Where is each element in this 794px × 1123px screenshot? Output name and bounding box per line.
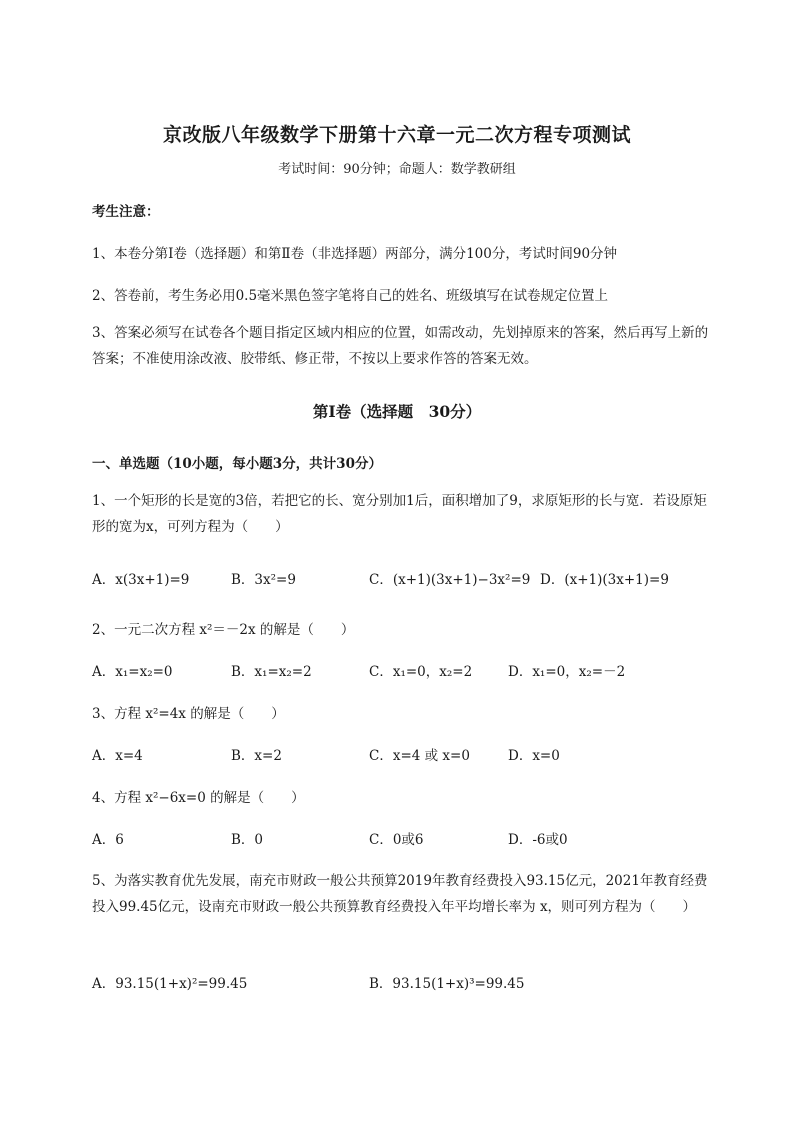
notice-item: 1、本卷分第I卷（选择题）和第Ⅱ卷（非选择题）两部分，满分100分，考试时间90分钟 <box>92 246 618 262</box>
question-1-option-d: D．(x+1)(3x+1)=9 <box>540 572 669 588</box>
notice-item: 2、答卷前，考生务必用0.5毫米黑色签字笔将自己的姓名、班级填写在试卷规定位置上 <box>92 288 609 304</box>
section-title: 第I卷（选择题 30分） <box>312 402 482 421</box>
question-1-option-b: B．3x²=9 <box>231 572 296 588</box>
question-4-option-c: C．0或6 <box>369 832 424 848</box>
question-2-stem: 2、一元二次方程 x²＝－2x 的解是（ ） <box>92 622 355 638</box>
question-5-option-b: B．93.15(1+x)³=99.45 <box>369 976 525 992</box>
question-4-option-b: B．0 <box>231 832 264 848</box>
question-2-option-a: A．x₁=x₂=0 <box>92 664 173 680</box>
question-3-option-b: B．x=2 <box>231 748 282 764</box>
question-5-option-a: A．93.15(1+x)²=99.45 <box>92 976 248 992</box>
question-4-stem: 4、方程 x²−6x=0 的解是（ ） <box>92 790 305 806</box>
question-3-option-a: A．x=4 <box>92 748 143 764</box>
question-2-option-d: D．x₁=0，x₂=－2 <box>508 664 626 680</box>
exam-info: 考试时间：90分钟；命题人：数学教研组 <box>278 162 516 177</box>
question-4-option-a: A．6 <box>92 832 124 848</box>
question-2-option-c: C．x₁=0，x₂=2 <box>369 664 473 680</box>
part-heading: 一、单选题（10小题，每小题3分，共计30分） <box>92 456 382 472</box>
question-2-option-b: B．x₁=x₂=2 <box>231 664 312 680</box>
notice-heading: 考生注意： <box>92 204 160 220</box>
question-4-option-d: D．-6或0 <box>508 832 568 848</box>
question-1-option-c: C．(x+1)(3x+1)−3x²=9 <box>369 572 531 588</box>
notice-item: 3、答案必须写在试卷各个题目指定区域内相应的位置，如需改动，先划掉原来的答案，然后再写上新的答案；不准使用涂改液、胶带纸、修正带，不按以上要求作答的答案无效。 <box>92 325 709 367</box>
question-3-option-d: D．x=0 <box>508 748 560 764</box>
question-5-stem: 5、为落实教育优先发展，南充市财政一般公共预算2019年教育经费投入93.15亿元，2021年教育经费投入99.45亿元，设南充市财政一般公共预算教育经费投入年平均增长率为 x，则可列方程为（ ） <box>92 873 708 915</box>
question-3-stem: 3、方程 x²=4x 的解是（ ） <box>92 706 285 722</box>
question-3-option-c: C．x=4 或 x=0 <box>369 748 470 764</box>
page-title: 京改版八年级数学下册第十六章一元二次方程专项测试 <box>162 124 631 146</box>
question-1-option-a: A．x(3x+1)=9 <box>92 572 190 588</box>
question-1-stem: 1、一个矩形的长是宽的3倍，若把它的长、宽分别加1后，面积增加了9，求原矩形的长与宽．若设原矩形的宽为x，可列方程为（ ） <box>92 493 707 535</box>
